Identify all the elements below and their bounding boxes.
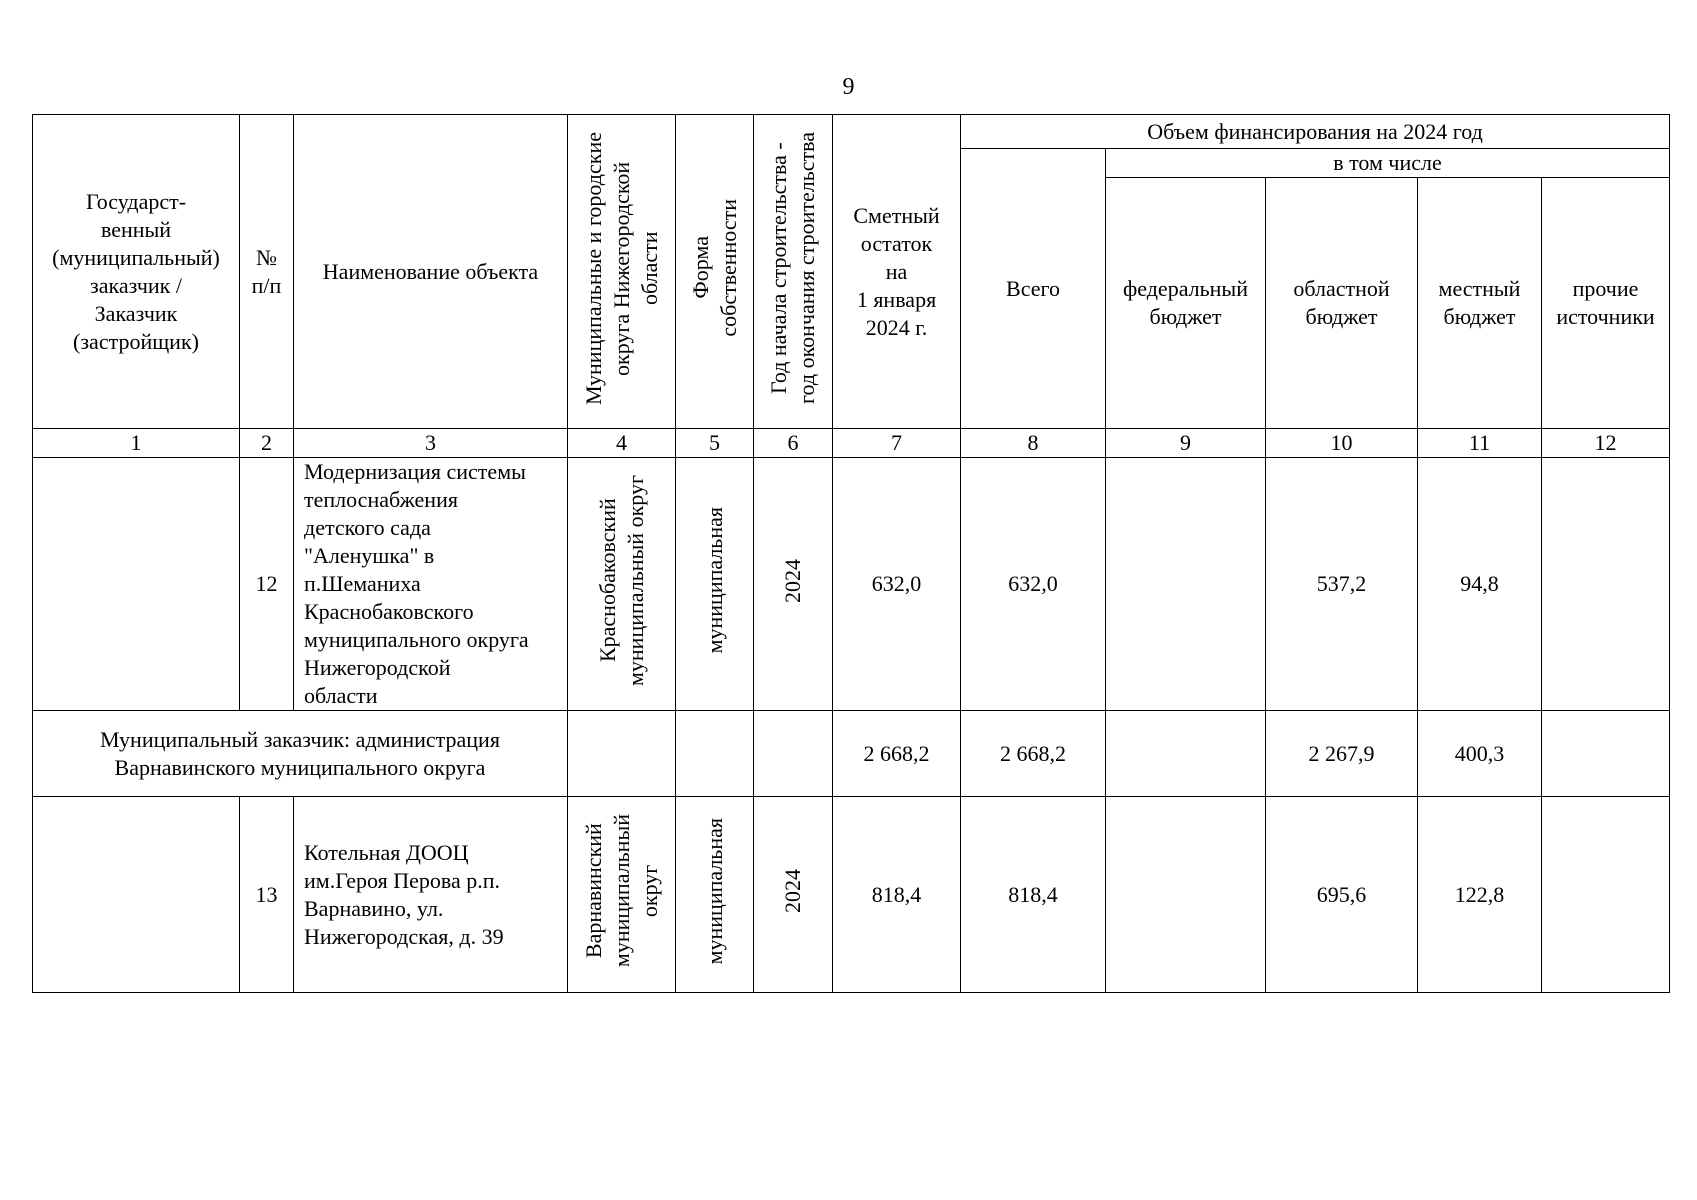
cell-estimate: 818,4 [833, 797, 961, 993]
header-districts: Муниципальные и городские округа Нижегородской области [568, 115, 676, 429]
header-local: местный бюджет [1418, 178, 1542, 429]
header-other: прочие источники [1542, 178, 1670, 429]
cell-total: 818,4 [961, 797, 1106, 993]
cell-regional: 2 267,9 [1266, 711, 1418, 797]
column-number: 5 [676, 429, 754, 458]
cell-other [1542, 797, 1670, 993]
table-row [33, 797, 1670, 993]
cell-federal [1106, 458, 1266, 711]
header-federal: федеральный бюджет [1106, 178, 1266, 429]
cell-total: 2 668,2 [961, 711, 1106, 797]
header-object-name: Наименование объекта [294, 115, 568, 429]
column-number: 11 [1418, 429, 1542, 458]
cell-district: Варнавинский муниципальный округ [568, 797, 676, 993]
column-number: 3 [294, 429, 568, 458]
header-ownership: Форма собственности [676, 115, 754, 429]
cell-customer-label: Муниципальный заказчик: администрация Варнавинского муниципального округа [33, 711, 568, 797]
cell-local: 400,3 [1418, 711, 1542, 797]
column-number: 10 [1266, 429, 1418, 458]
cell-object-name: Котельная ДООЦ им.Героя Перова р.п. Варнавино, ул. Нижегородская, д. 39 [294, 797, 568, 993]
header-number: № п/п [240, 115, 294, 429]
header-row [33, 115, 1670, 149]
cell-local: 122,8 [1418, 797, 1542, 993]
financing-table [32, 114, 1670, 993]
cell-customer [33, 458, 240, 711]
header-estimate: Сметный остаток на 1 января 2024 г. [833, 115, 961, 429]
cell-year [754, 711, 833, 797]
cell-customer [33, 797, 240, 993]
cell-estimate: 2 668,2 [833, 711, 961, 797]
cell-other [1542, 711, 1670, 797]
header-years: Год начала строительства - год окончания строительства [754, 115, 833, 429]
cell-regional: 695,6 [1266, 797, 1418, 993]
column-numbers-row [33, 429, 1670, 458]
subtotal-row [33, 711, 1670, 797]
column-number: 7 [833, 429, 961, 458]
cell-ownership: муниципальная [676, 458, 754, 711]
header-customer: Государст- венный (муниципальный) заказчик / Заказчик (застройщик) [33, 115, 240, 429]
header-funding: Объем финансирования на 2024 год [961, 115, 1670, 149]
column-number: 1 [33, 429, 240, 458]
cell-local: 94,8 [1418, 458, 1542, 711]
column-number: 8 [961, 429, 1106, 458]
cell-number: 12 [240, 458, 294, 711]
cell-district: Краснобаковский муниципальный округ [568, 458, 676, 711]
cell-year: 2024 [754, 458, 833, 711]
column-number: 2 [240, 429, 294, 458]
header-regional: областной бюджет [1266, 178, 1418, 429]
cell-federal [1106, 797, 1266, 993]
cell-ownership: муниципальная [676, 797, 754, 993]
column-number: 6 [754, 429, 833, 458]
cell-district [568, 711, 676, 797]
cell-federal [1106, 711, 1266, 797]
cell-regional: 537,2 [1266, 458, 1418, 711]
column-number: 4 [568, 429, 676, 458]
cell-other [1542, 458, 1670, 711]
header-including: в том числе [1106, 149, 1670, 178]
column-number: 12 [1542, 429, 1670, 458]
cell-ownership [676, 711, 754, 797]
cell-year: 2024 [754, 797, 833, 993]
column-number: 9 [1106, 429, 1266, 458]
page-number: 9 [842, 74, 855, 100]
table-row [33, 458, 1670, 711]
cell-object-name: Модернизация системы теплоснабжения детского сада "Аленушка" в п.Шеманиха Краснобаковского муниципального округа Нижегородской области [294, 458, 568, 711]
cell-number: 13 [240, 797, 294, 993]
cell-estimate: 632,0 [833, 458, 961, 711]
cell-total: 632,0 [961, 458, 1106, 711]
header-total: Всего [961, 149, 1106, 429]
